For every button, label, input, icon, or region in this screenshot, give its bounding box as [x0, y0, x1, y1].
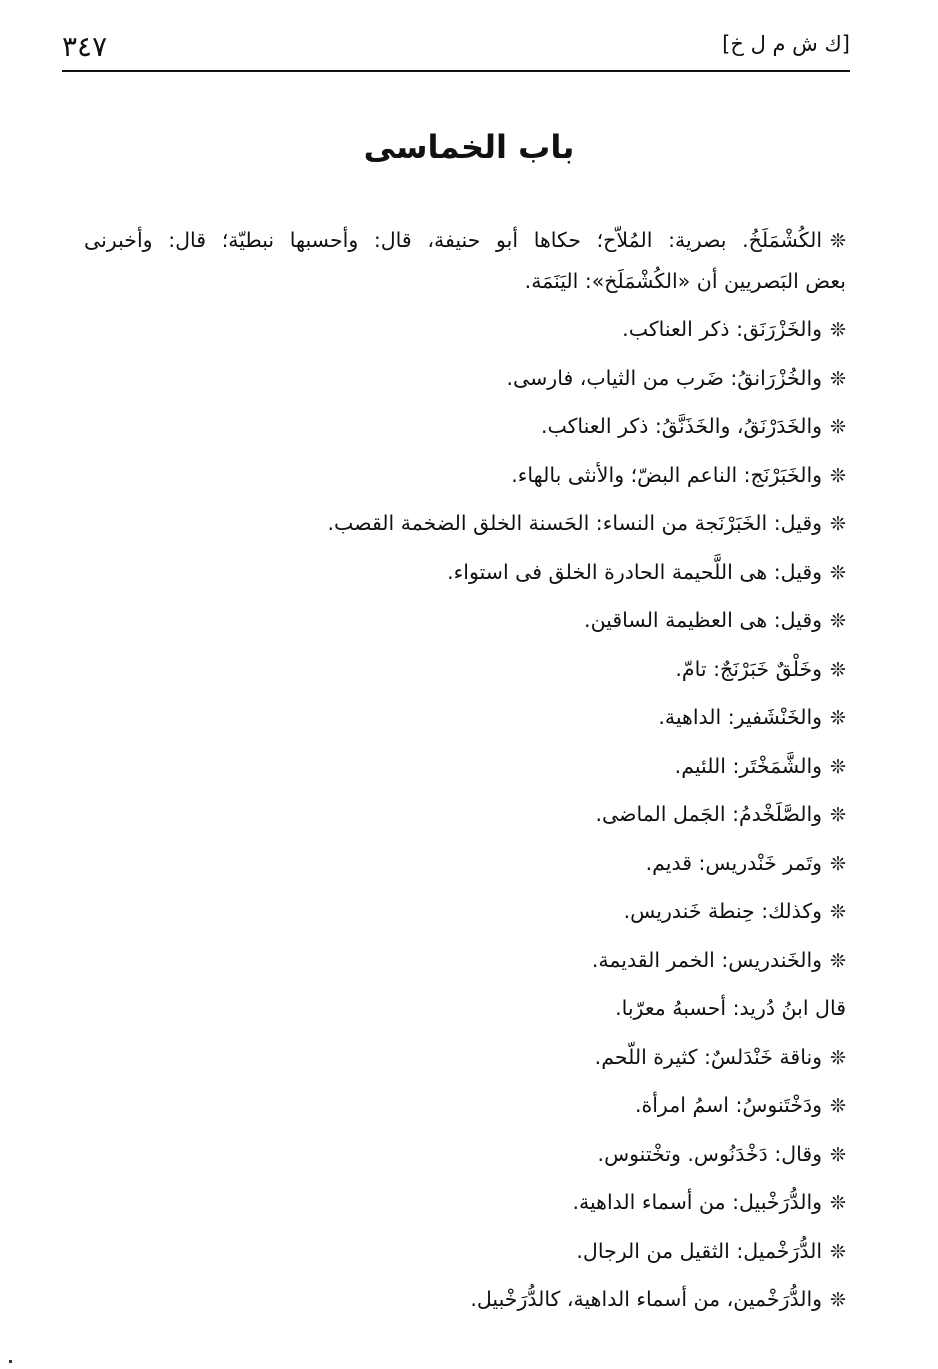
entry-text: وخَلْقٌ خَبَرْنَجٌ: تامّ.	[675, 656, 823, 681]
asterisk-icon: ❊	[830, 1095, 846, 1117]
entry-15	[84, 936, 846, 985]
entry-text: الدُّرَخْميل: الثقيل من الرجال.	[576, 1238, 823, 1263]
entry-9	[84, 645, 846, 694]
asterisk-icon: ❊	[830, 319, 846, 341]
entry-text: والخَبَرْنَج: الناعم البضّ؛ والأنثى بالهاء.	[511, 462, 823, 487]
entry-text: ودَخْتَنوسُ: اسمُ امرأة.	[634, 1093, 823, 1117]
entry-17	[84, 1033, 846, 1082]
asterisk-icon: ❊	[830, 416, 846, 438]
entry-22	[84, 1275, 846, 1324]
entry-7	[84, 548, 846, 597]
entry-text: والخَزْرَنَق: ذكر العناكب.	[622, 317, 823, 341]
asterisk-icon: ❊	[830, 464, 846, 487]
entry-4	[84, 402, 846, 451]
scan-speck	[9, 1360, 12, 1363]
entry-text: وكذلك: حِنطة خَندريس.	[623, 899, 823, 923]
entry-21	[84, 1227, 846, 1276]
entry-3	[84, 354, 846, 403]
chapter-title: باب الخماسى	[363, 128, 575, 166]
entry-text: والشَّمَخْتَر: اللئيم.	[674, 753, 823, 778]
dictionary-entries	[84, 216, 846, 1324]
entry-text: والخَندريس: الخمر القديمة.	[591, 947, 823, 972]
asterisk-icon: ❊	[830, 707, 846, 729]
entry-text: وقال: دَخْدَنُوس. وتخْتنوس.	[597, 1141, 823, 1166]
entry-text: وقيل: الخَبَرْنَجة من النساء: الحَسنة الخلق الضخمة القصب.	[327, 511, 823, 535]
entry-11	[84, 742, 846, 791]
entry-10	[84, 693, 846, 742]
asterisk-icon: ❊	[830, 1046, 846, 1069]
asterisk-icon: ❊	[830, 610, 846, 632]
entry-8	[84, 596, 846, 645]
asterisk-icon: ❊	[830, 230, 846, 252]
page-number: ٣٤٧	[62, 30, 108, 63]
entry-text: وقيل: هى اللَّحيمة الحادرة الخلق فى استواء.	[447, 559, 823, 584]
asterisk-icon: ❊	[830, 901, 846, 923]
asterisk-icon: ❊	[830, 1192, 846, 1214]
asterisk-icon: ❊	[830, 755, 846, 778]
entry-2	[84, 305, 846, 354]
entry-text: الكُشْمَلَخُ. بصرية: المُلاّح؛ حكاها أبو حنيفة، قال: وأحسبها نبطيّة؛ قال: وأخبرنى	[84, 228, 823, 252]
entry-text: وتَمر خَنْدريس: قديم.	[645, 850, 823, 875]
entry-text: والخَنْشَفير: الداهية.	[658, 705, 823, 729]
entry-20	[84, 1178, 846, 1227]
entry-14	[84, 887, 846, 936]
asterisk-icon: ❊	[830, 1240, 846, 1263]
entry-12	[84, 790, 846, 839]
entry-text: والدُّرَخْمين، من أسماء الداهية، كالدُّرَخْبيل.	[470, 1287, 823, 1311]
asterisk-icon: ❊	[830, 1143, 846, 1166]
asterisk-icon: ❊	[830, 1289, 846, 1311]
entry-text: والخُزْرَانقُ: ضَرب من الثياب، فارسى.	[506, 365, 823, 390]
entry-text: والخَدَرْنَقُ، والخَذَنَّقُ: ذكر العناكب.	[540, 414, 823, 438]
entry-16-quote	[84, 984, 846, 1033]
entry-text: والدُّرَخْبيل: من أسماء الداهية.	[572, 1190, 823, 1214]
entry-text: بعض البَصريين أن «الكُشْمَلَخ»: اليَنَمَة.	[524, 268, 846, 293]
entry-text: والصَّلَخْدمُ: الجَمل الماضى.	[595, 802, 823, 826]
entry-text: وناقة خَنْدَلسٌ: كثيرة اللّحم.	[594, 1044, 823, 1069]
entry-18	[84, 1081, 846, 1130]
running-head: [ك ش م ل خ]	[722, 32, 850, 56]
entry-text: قال ابنُ دُريد: أحسبهُ معرّبا.	[615, 996, 846, 1020]
entry-13	[84, 839, 846, 888]
asterisk-icon: ❊	[830, 804, 846, 826]
asterisk-icon: ❊	[830, 513, 846, 535]
entry-text: وقيل: هى العظيمة الساقين.	[584, 608, 823, 632]
page-header	[62, 22, 850, 72]
asterisk-icon: ❊	[830, 949, 846, 972]
asterisk-icon: ❊	[830, 852, 846, 875]
asterisk-icon: ❊	[830, 367, 846, 390]
entry-19	[84, 1130, 846, 1179]
entry-5	[84, 451, 846, 500]
entry-6	[84, 499, 846, 548]
asterisk-icon: ❊	[830, 561, 846, 584]
asterisk-icon: ❊	[830, 658, 846, 681]
